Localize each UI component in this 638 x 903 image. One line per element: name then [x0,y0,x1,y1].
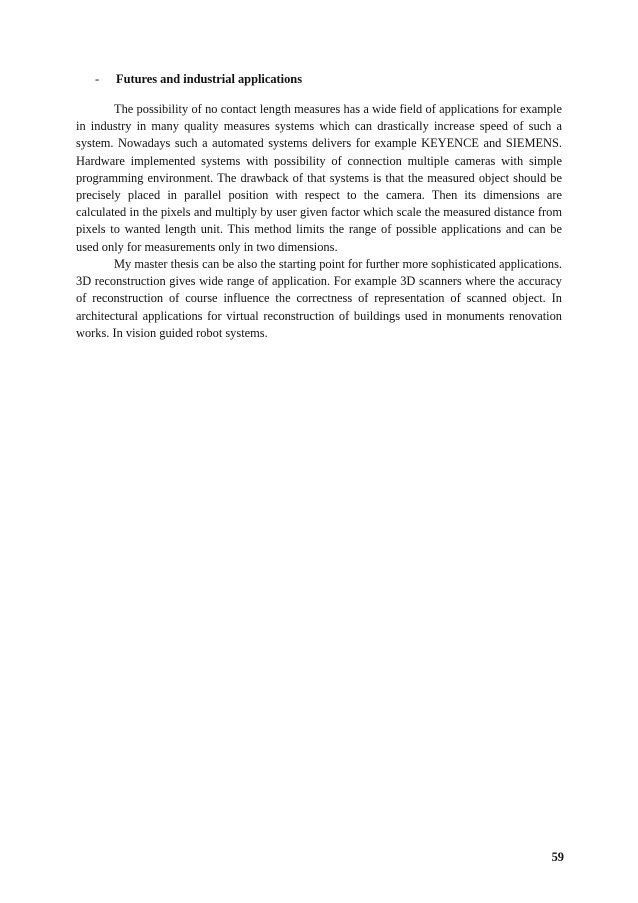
section-heading-text: Futures and industrial applications [116,72,303,86]
page-number: 59 [551,850,564,864]
body-paragraph-1: The possibility of no contact length measures has a wide field of applications for example in industry in many quality measures systems which can drastically increase speed of such a system. Nowadays such a automated systems delivers for example KEYENCE and SIEMENS. Hardware implemented systems with possibility of connection multiple cameras with simple programming environment. The drawback of that systems is that the measured object should be precisely placed in parallel position with respect to the camera. Then its dimensions are calculated in the pixels and multiply by user given factor which scale the measured distance from pixels to wanted length unit. This method limits the range of possible applications and can be used only for measurements only in two dimensions. [76,102,562,254]
body-paragraph-2: My master thesis can be also the starting point for further more sophisticated applications. 3D reconstruction gives wide range of application. For example 3D scanners where the accuracy of reconstruction of course influence the correctness of representation of scanned object. In architectural applications for virtual reconstruction of buildings used in monuments renovation works. In vision guided robot systems. [76,257,562,340]
section-heading [95,72,302,87]
bullet-dash: - [95,72,100,86]
